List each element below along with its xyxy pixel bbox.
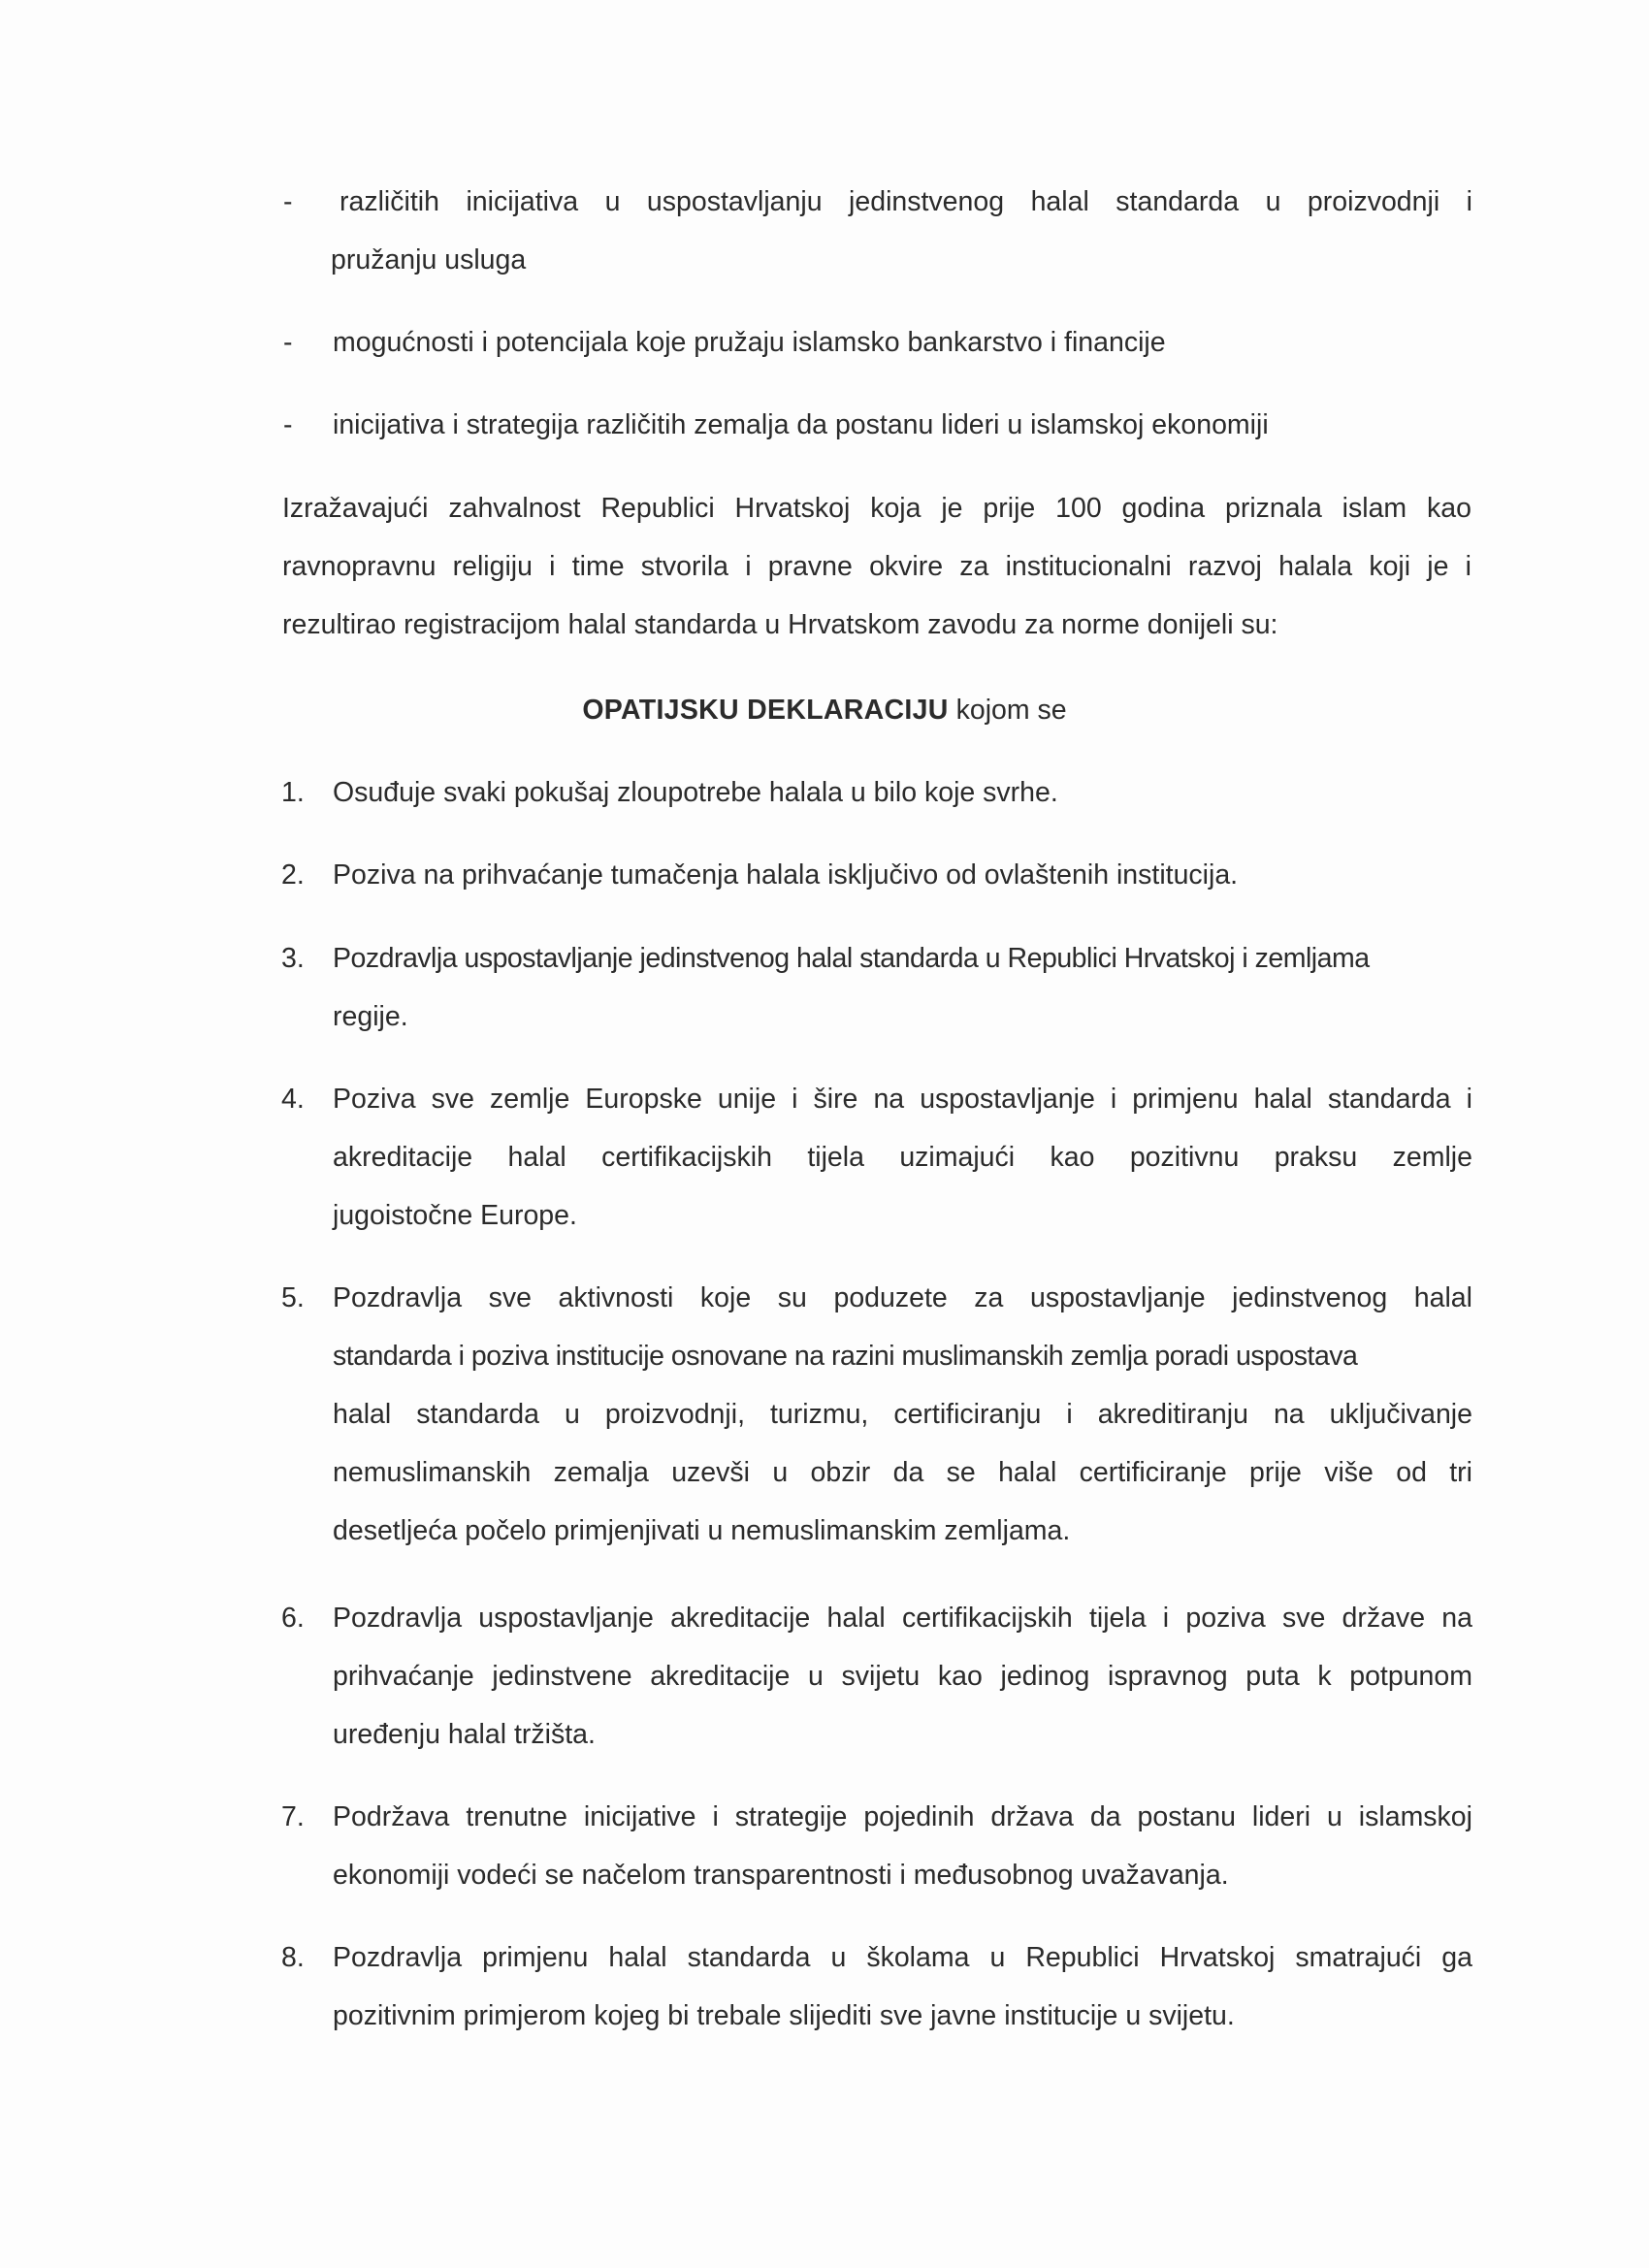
item-number: 1.	[281, 777, 305, 808]
bullet-text-line: mogućnosti i potencijala koje pružaju islamsko bankarstvo i financije	[333, 327, 1166, 358]
item-text-line: pozitivnim primjerom kojeg bi trebale slijediti sve javne institucije u svijetu.	[333, 2000, 1235, 2031]
item-number: 6.	[281, 1603, 305, 1634]
item-text-line: Poziva sve zemlje Europske unije i šire na uspostavljanje i primjenu halal standarda i	[333, 1084, 1472, 1115]
bullet-marker: -	[283, 409, 293, 440]
item-number: 2.	[281, 859, 305, 891]
bullet-marker: -	[283, 186, 293, 217]
item-text-line: ekonomiji vodeći se načelom transparentnosti i međusobnog uvažavanja.	[333, 1860, 1229, 1891]
bullet-text-line: različitih inicijativa u uspostavljanju jedinstvenog halal standarda u proizvodnji i	[340, 186, 1472, 217]
item-number: 8.	[281, 1942, 305, 1973]
item-text-line: halal standarda u proizvodnji, turizmu, certificiranju i akreditiranju na uključivanje	[333, 1399, 1472, 1430]
item-text-line: Osuđuje svaki pokušaj zloupotrebe halala u bilo koje svrhe.	[333, 777, 1058, 808]
item-text-line: akreditacije halal certifikacijskih tijela uzimajući kao pozitivnu praksu zemlje	[333, 1142, 1472, 1173]
item-text-line: Podržava trenutne inicijative i strategije pojedinih država da postanu lideri u islamskoj	[333, 1801, 1472, 1832]
item-text-line: Pozdravlja primjenu halal standarda u školama u Republici Hrvatskoj smatrajući ga	[333, 1942, 1472, 1973]
bullet-marker: -	[283, 327, 293, 358]
bullet-text-line: inicijativa i strategija različitih zemalja da postanu lideri u islamskoj ekonomiji	[333, 409, 1269, 440]
item-text-line: desetljeća počelo primjenjivati u nemuslimanskim zemljama.	[333, 1515, 1071, 1546]
item-number: 7.	[281, 1801, 305, 1832]
item-text-line: Pozdravlja uspostavljanje akreditacije halal certifikacijskih tijela i poziva sve države na	[333, 1603, 1472, 1634]
item-text-line: prihvaćanje jedinstvene akreditacije u svijetu kao jedinog ispravnog puta k potpunom	[333, 1661, 1472, 1692]
item-text-line: Pozdravlja uspostavljanje jedinstvenog halal standarda u Republici Hrvatskoj i zemljama	[333, 943, 1370, 974]
bullet-text-line: pružanju usluga	[331, 244, 527, 275]
item-number: 3.	[281, 943, 305, 974]
intro-line: rezultirao registracijom halal standarda u Hrvatskom zavodu za norme donijeli su:	[282, 609, 1278, 640]
declaration-heading	[0, 681, 1649, 739]
item-text-line: Pozdravlja sve aktivnosti koje su poduzete za uspostavljanje jedinstvenog halal	[333, 1282, 1472, 1313]
item-text-line: regije.	[333, 1001, 408, 1032]
intro-line: Izražavajući zahvalnost Republici Hrvatskoj koja je prije 100 godina priznala islam kao	[282, 493, 1471, 524]
intro-line: ravnopravnu religiju i time stvorila i pravne okvire za institucionalni razvoj halala koji je i	[282, 551, 1471, 582]
declaration-subtitle: kojom se	[948, 695, 1067, 726]
item-text-line: nemuslimanskih zemalja uzevši u obzir da se halal certificiranje prije više od tri	[333, 1457, 1472, 1488]
item-text-line: jugoistočne Europe.	[333, 1200, 577, 1231]
item-text-line: standarda i poziva institucije osnovane na razini muslimanskih zemlja poradi uspostava	[333, 1341, 1358, 1372]
item-text-line: uređenju halal tržišta.	[333, 1719, 596, 1750]
item-number: 4.	[281, 1084, 305, 1115]
item-number: 5.	[281, 1282, 305, 1313]
item-text-line: Poziva na prihvaćanje tumačenja halala isključivo od ovlaštenih institucija.	[333, 859, 1239, 891]
declaration-title: OPATIJSKU DEKLARACIJU	[582, 695, 949, 726]
